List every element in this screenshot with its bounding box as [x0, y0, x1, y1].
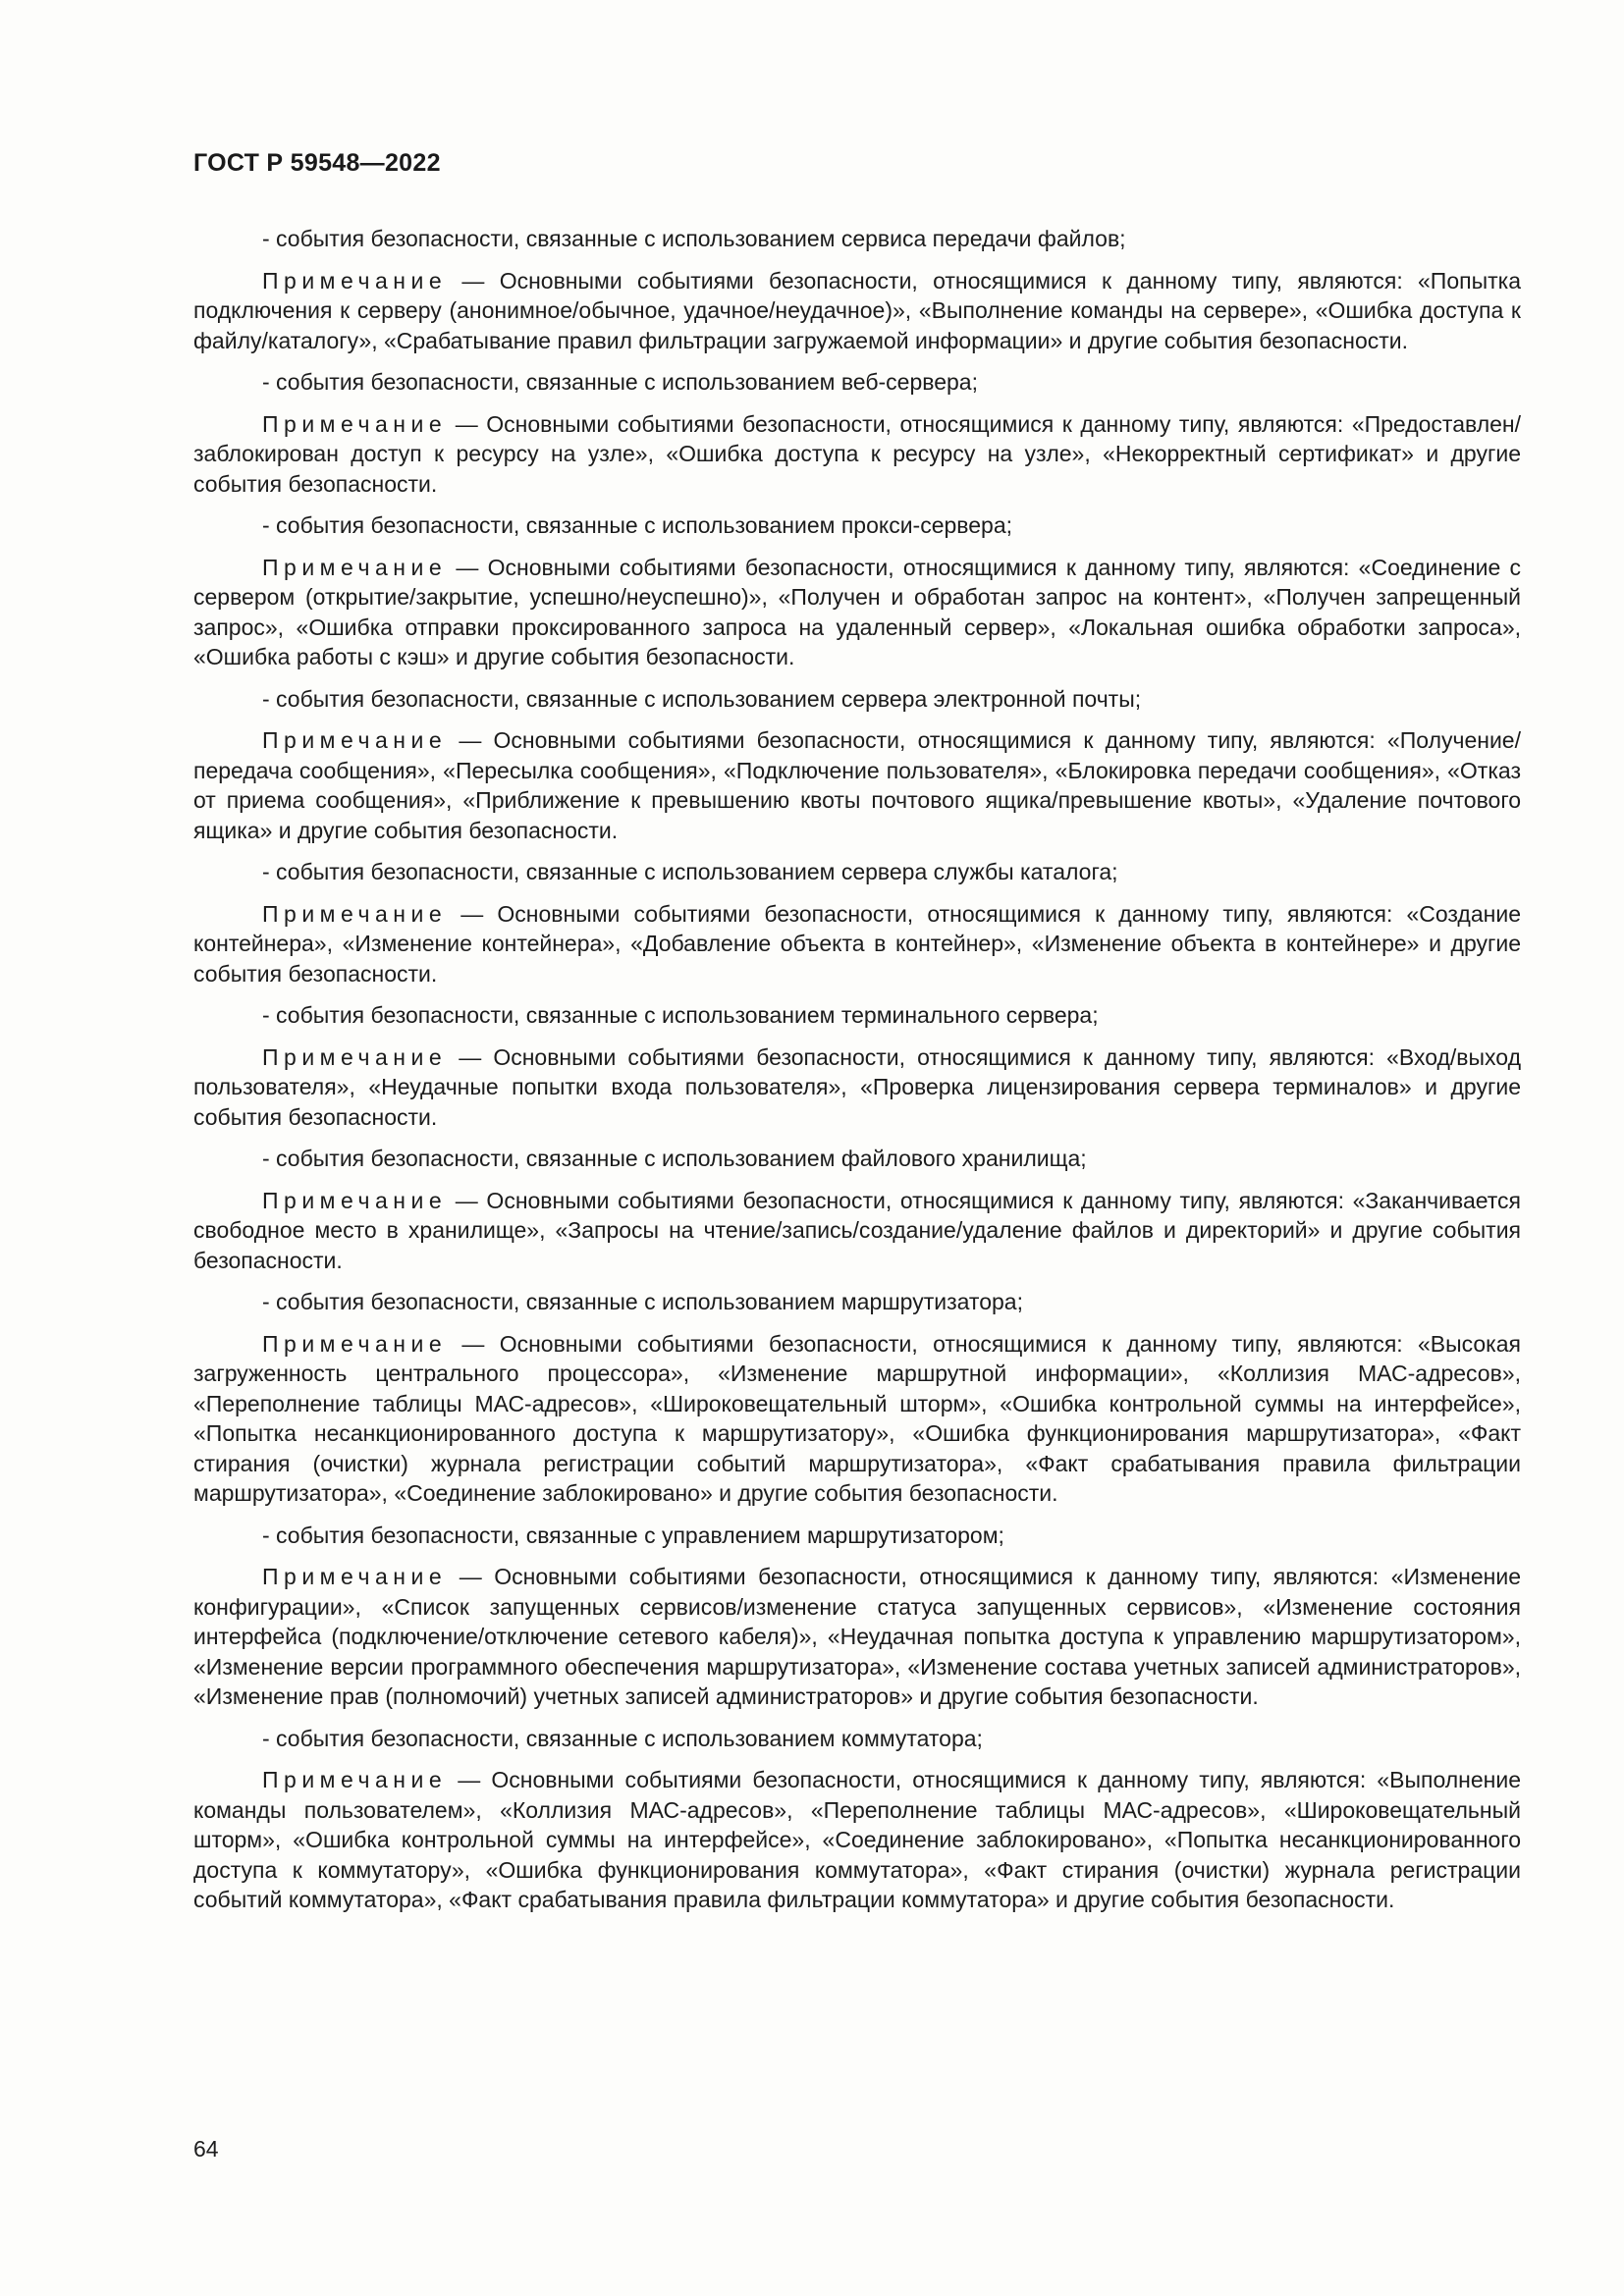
note-label: Примечание	[262, 1767, 448, 1792]
document-code-header: ГОСТ Р 59548—2022	[193, 149, 441, 177]
list-item: - события безопасности, связанные с использованием маршрутизатора;	[262, 1289, 1023, 1314]
list-item: - события безопасности, связанные с использованием файлового хранилища;	[262, 1146, 1087, 1171]
note-paragraph	[193, 409, 1521, 500]
list-item: - события безопасности, связанные с использованием сервера службы каталога;	[262, 859, 1118, 884]
list-item: - события безопасности, связанные с использованием веб-сервера;	[262, 369, 978, 395]
list-item: - события безопасности, связанные с управлением маршрутизатором;	[262, 1522, 1004, 1548]
note-label: Примечание	[262, 267, 448, 294]
note-text: — Основными событиями безопасности, относящимися к данному типу, являются: «Изменение конфигурации», «Список запущенных сервисов/изменение статуса запущенных сервисов», «Изменение состояния интерфейса (подключение/отключение сетевого кабеля)», «Неудачная попытка доступа к управлению маршрутизатором», «Изменение версии программного обеспечения маршрутизатора», «Изменение состава учетных записей администраторов», «Изменение прав (полномочий) учетных записей администраторов» и другие события безопасности.	[193, 1564, 1521, 1709]
note-paragraph	[193, 725, 1521, 845]
note-label: Примечание	[262, 1564, 448, 1589]
note-text: — Основными событиями безопасности, относящимися к данному типу, являются: «Соединение с сервером (открытие/закрытие, успешно/неуспешно)», «Получен и обработан запрос на контент», «Получен запрещенный запрос», «Ошибка отправки проксированного запроса на удаленный сервер», «Локальная ошибка обработки запроса», «Ошибка работы с кэш» и другие события безопасности.	[193, 554, 1521, 669]
note-label: Примечание	[262, 727, 448, 753]
note-label: Примечание	[262, 1330, 448, 1357]
note-paragraph	[193, 1765, 1521, 1915]
page-number: 64	[193, 2136, 219, 2162]
note-paragraph	[193, 553, 1521, 672]
note-paragraph	[193, 1329, 1521, 1509]
note-paragraph	[193, 899, 1521, 989]
note-text: — Основными событиями безопасности, относящимися к данному типу, являются: «Создание контейнера», «Изменение контейнера», «Добавление объекта в контейнер», «Изменение объекта в контейнере» и другие события безопасности.	[193, 900, 1521, 987]
note-paragraph	[193, 266, 1521, 356]
note-text: — Основными событиями безопасности, относящимися к данному типу, являются: «Вход/выход пользователя», «Неудачные попытки входа пользователя», «Проверка лицензирования сервера терминалов» и другие события безопасности.	[193, 1043, 1521, 1130]
note-text: — Основными событиями безопасности, относящимися к данному типу, являются: «Высокая загруженность центрального процессора», «Изменение маршрутной информации», «Коллизия МАС-адресов», «Переполнение таблицы МАС-адресов», «Широковещательный шторм», «Ошибка контрольной суммы на интерфейсе», «Попытка несанкционированного доступа к маршрутизатору», «Ошибка функционирования маршрутизатора», «Факт стирания (очистки) журнала регистрации событий маршрутизатора», «Факт срабатывания правила фильтрации маршрутизатора», «Соединение заблокировано» и другие события безопасности.	[193, 1330, 1521, 1506]
note-label: Примечание	[262, 554, 448, 580]
note-text: — Основными событиями безопасности, относящимися к данному типу, являются: «Попытка подключения к серверу (анонимное/обычное, удачное/неудачное)», «Выполнение команды на сервере», «Ошибка доступа к файлу/каталогу», «Срабатывание правил фильтрации загружаемой информации» и другие события безопасности.	[193, 267, 1521, 353]
note-label: Примечание	[262, 900, 448, 927]
list-item: - события безопасности, связанные с использованием коммутатора;	[262, 1725, 983, 1751]
document-body	[193, 224, 1521, 1927]
note-text: — Основными событиями безопасности, относящимися к данному типу, являются: «Заканчивается свободное место в хранилище», «Запросы на чтение/запись/создание/удаление файлов и директорий» и другие события безопасности.	[193, 1187, 1521, 1273]
note-paragraph	[193, 1562, 1521, 1712]
note-paragraph	[193, 1042, 1521, 1133]
note-text: — Основными событиями безопасности, относящимися к данному типу, являются: «Выполнение команды пользователем», «Коллизия МАС-адресов», «Переполнение таблицы МАС-адресов», «Широковещательный шторм», «Ошибка контрольной суммы на интерфейсе», «Соединение заблокировано», «Попытка несанкционированного доступа к коммутатору», «Ошибка функционирования коммутатора», «Факт стирания (очистки) журнала регистрации событий коммутатора», «Факт срабатывания правила фильтрации коммутатора» и другие события безопасности.	[193, 1767, 1521, 1912]
list-item: - события безопасности, связанные с использованием сервиса передачи файлов;	[262, 226, 1126, 251]
list-item: - события безопасности, связанные с использованием терминального сервера;	[262, 1002, 1099, 1028]
note-label: Примечание	[262, 1187, 448, 1213]
note-text: — Основными событиями безопасности, относящимися к данному типу, являются: «Предоставлен/заблокирован доступ к ресурсу на узле», «Ошибка доступа к ресурсу на узле», «Некорректный сертификат» и другие события безопасности.	[193, 410, 1521, 497]
note-paragraph	[193, 1186, 1521, 1276]
list-item: - события безопасности, связанные с использованием сервера электронной почты;	[262, 685, 1142, 712]
list-item: - события безопасности, связанные с использованием прокси-сервера;	[262, 512, 1013, 538]
note-label: Примечание	[262, 410, 448, 437]
note-text: — Основными событиями безопасности, относящимися к данному типу, являются: «Получение/передача сообщения», «Пересылка сообщения», «Подключение пользователя», «Блокировка передачи сообщения», «Отказ от приема сообщения», «Приближение к превышению квоты почтового ящика/превышение квоты», «Удаление почтового ящика» и другие события безопасности.	[193, 727, 1521, 843]
note-label: Примечание	[262, 1043, 448, 1070]
